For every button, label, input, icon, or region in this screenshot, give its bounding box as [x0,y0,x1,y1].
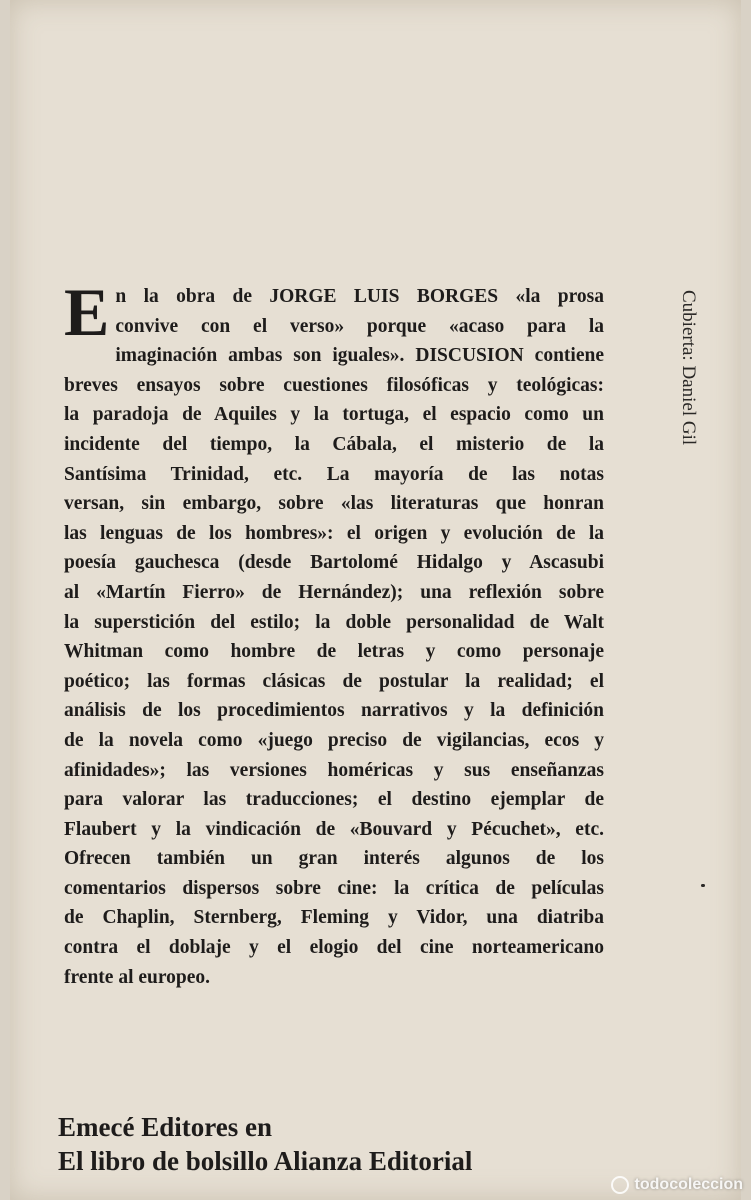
cover-credit: Cubierta: Daniel Gil [678,290,699,446]
blurb-line: de Chaplin, Sternberg, Fleming y Vidor, una diatriba [64,907,604,929]
blurb-text [64,274,604,992]
blurb-line: contra el doblaje y el elogio del cine norteamericano [64,937,604,959]
publisher-line-2: El libro de bolsillo Alianza Editorial [58,1146,473,1176]
watermark-logo-icon [611,1176,629,1194]
blurb-line: poético; las formas clásicas de postular la realidad; el [64,670,604,692]
blurb-line: la paradoja de Aquiles y la tortuga, el espacio como un [64,404,604,426]
blurb-line: la superstición del estilo; la doble personalidad de Walt [64,611,604,633]
blurb-line: análisis de los procedimientos narrativos y la definición [64,700,604,722]
blurb-line: breves ensayos sobre cuestiones filosóficas y teológicas: [64,374,604,396]
blurb-line: afinidades»; las versiones homéricas y sus enseñanzas [64,759,604,781]
watermark-text: todocoleccion [634,1176,743,1193]
blurb-line: comentarios dispersos sobre cine: la crítica de películas [64,877,604,899]
blurb-line: las lenguas de los hombres»: el origen y evolución de la [64,522,604,544]
blurb-line: frente al europeo. [64,966,211,988]
blurb-line: poesía gauchesca (desde Bartolomé Hidalgo y Ascasubi [64,552,604,574]
blurb-line: Whitman como hombre de letras y como personaje [64,641,604,663]
blurb-line: Flaubert y la vindicación de «Bouvard y Pécuchet», etc. [64,818,604,840]
blurb-line: para valorar las traducciones; el destino ejemplar de [64,789,604,811]
blurb-line: de la novela como «juego preciso de vigilancias, ecos y [64,729,604,751]
drop-cap: E [64,274,110,350]
blurb-line: Ofrecen también un gran interés algunos de los [64,848,604,870]
watermark [611,1176,743,1194]
blurb-line: al «Martín Fierro» de Hernández); una reflexión sobre [64,581,604,603]
blurb-line: n la obra de JORGE LUIS BORGES «la prosa [115,286,604,307]
publisher-line-1: Emecé Editores en [58,1112,272,1142]
print-speck [701,884,705,887]
blurb-line: convive con el verso» porque «acaso para la [115,315,604,337]
blurb-line: incidente del tiempo, la Cábala, el misterio de la [64,433,604,455]
blurb-line: Santísima Trinidad, etc. La mayoría de las notas [64,463,604,485]
blurb-line: versan, sin embargo, sobre «las literaturas que honran [64,493,604,515]
blurb-line: imaginación ambas son iguales». DISCUSION contiene [115,345,604,367]
publisher-imprint [58,1110,472,1178]
